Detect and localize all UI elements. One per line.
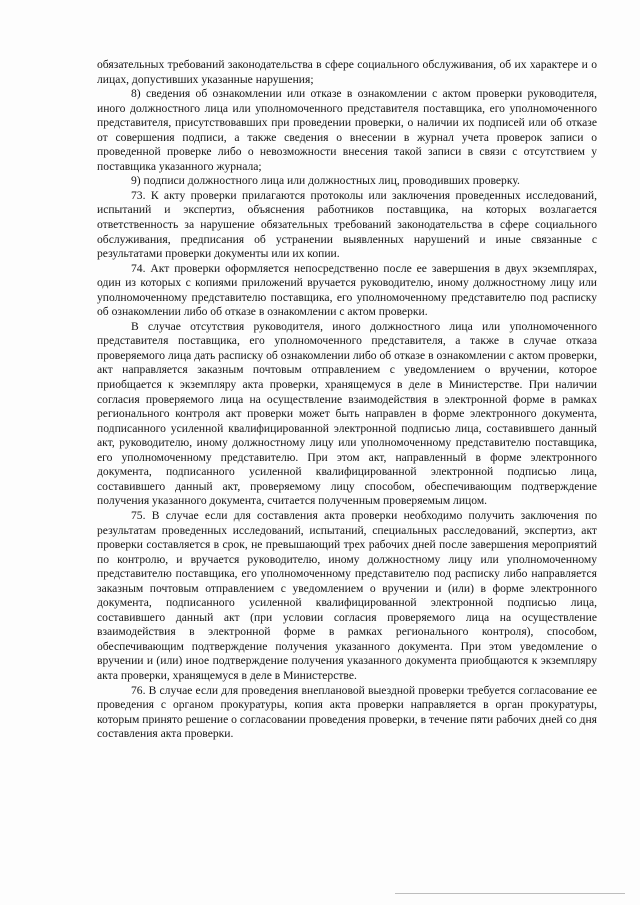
- paragraph-item-8: 8) сведения об ознакомлении или отказе в ознакомлении с актом проверки руководителя, иного должностного лица или уполномоченного представителя поставщика, его уполномоченного представителя, присутствовавших при проведении проверки, о наличии их подписей или об отказе от совершения подписи, а также сведения о внесении в журнал учета проверок записи о проведенной проверке либо о невозможности внесения такой записи в связи с отсутствием у поставщика указанного журнала;: [97, 87, 597, 173]
- page-bottom-rule: [395, 893, 625, 894]
- document-body: [97, 58, 597, 742]
- paragraph-clause-74: 74. Акт проверки оформляется непосредственно после ее завершения в двух экземплярах, один из которых с копиями приложений вручается руководителю, иному должностному лицу или уполномоченному представителю поставщика, его уполномоченному представителю под расписку об ознакомлении либо об отказе в ознакомлении с актом проверки.: [97, 261, 597, 319]
- paragraph-continuation: обязательных требований законодательства в сфере социального обслуживания, об их характере и о лицах, допустивших указанные нарушения;: [97, 58, 597, 86]
- paragraph-clause-73: 73. К акту проверки прилагаются протоколы или заключения проведенных исследований, испытаний и экспертиз, объяснения работников поставщика, на которых возлагается ответственность за нарушение обязательных требований законодательства в сфере социального обслуживания, предписания об устранении выявленных нарушений и иные связанные с результатами проверки документы или их копии.: [97, 188, 597, 261]
- paragraph-clause-76: 76. В случае если для проведения внеплановой выездной проверки требуется согласование ее проведения с органом прокуратуры, копия акта проверки направляется в орган прокуратуры, которым принято решение о согласовании проведения проверки, в течение пяти рабочих дней со дня составления акта проверки.: [97, 683, 597, 741]
- paragraph-item-9: 9) подписи должностного лица или должностных лиц, проводивших проверку.: [131, 174, 520, 188]
- paragraph-clause-75: 75. В случае если для составления акта проверки необходимо получить заключения по результатам проведенных исследований, испытаний, специальных расследований, экспертиз, акт проверки составляется в срок, не превышающий трех рабочих дней после завершения мероприятий по контролю, и вручается руководителю, иному должностному лицу или уполномоченному представителю поставщика, его уполномоченному представителю под расписку либо направляется заказным почтовым отправлением с уведомлением о вручении и (или) в форме электронного документа, подписанного усиленной квалифицированной электронной подписью лица, составившего данный акт (при условии согласия проверяемого лица на осуществление взаимодействия в электронной форме в рамках регионального контроля), способом, обеспечивающим подтверждение получения указанного документа. При этом уведомление о вручении и (или) иное подтверждение получения указанного документа приобщаются к экземпляру акта проверки, хранящемуся в деле в Министерстве.: [97, 508, 597, 682]
- paragraph-clause-74-absence: В случае отсутствия руководителя, иного должностного лица или уполномоченного представителя поставщика, его уполномоченного представителя, а также в случае отказа проверяемого лица дать расписку об ознакомлении либо об отказе в ознакомлении с актом проверки, акт направляется заказным почтовым отправлением с уведомлением о вручении, которое приобщается к экземпляру акта проверки, хранящемуся в деле в Министерстве. При наличии согласия проверяемого лица на осуществление взаимодействия в электронной форме в рамках регионального контроля акт проверки может быть направлен в форме электронного документа, подписанного усиленной квалифицированной электронной подписью лица, составившего данный акт, руководителю, иному должностному лицу или уполномоченному представителю поставщика, его уполномоченному представителю. При этом акт, направленный в форме электронного документа, подписанного усиленной квалифицированной электронной подписью лица, составившего данный акт, проверяемому лицу способом, обеспечивающим подтверждение получения указанного документа, считается полученным проверяемым лицом.: [97, 319, 597, 508]
